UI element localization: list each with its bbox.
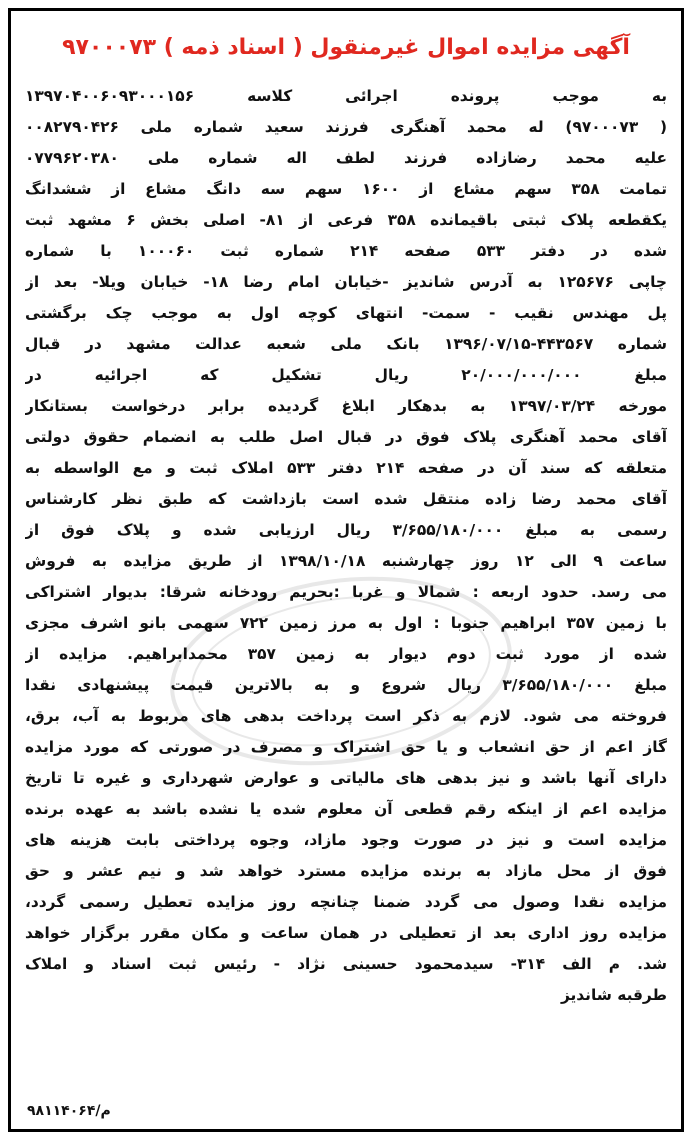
notice-line: مورخه ۱۳۹۷/۰۳/۲۴ به بدهکار ابلاغ گردیده برابر درخواست بستانکار <box>25 397 667 415</box>
notice-line: مزایده است و نیز در صورت وجود مازاد، وجوه پرداختی بابت هزینه های <box>25 831 667 849</box>
notice-line: آقای محمد رضا زاده منتقل شده است بازداشت که طبق نظر کارشناس <box>25 490 667 508</box>
notice-line: مزایده اعم از اینکه رقم قطعی آن معلوم شده یا نشده باشد به عهده برنده <box>25 800 667 818</box>
notice-line: شد. م الف ۳۱۴- سیدمحمود حسینی نژاد - رئیس ثبت اسناد و املاک <box>25 955 667 973</box>
notice-line: ( ۹۷۰۰۰۷۳) له محمد آهنگری فرزند سعید شماره ملی ۰۰۸۲۷۹۰۴۲۶ <box>25 118 667 136</box>
notice-body <box>25 81 667 1011</box>
notice-line: فروخته می شود. لازم به ذکر است پرداخت بدهی های مربوط به آب، برق، <box>25 707 667 725</box>
notice-line: دارای آنها باشد و نیز بدهی های مالیاتی و عوارض شهرداری و غیره تا تاریخ <box>25 769 667 787</box>
notice-line: شده از مورد ثبت دوم دیوار به زمین ۳۵۷ محمدابراهیم. مزایده از <box>25 645 667 663</box>
notice-line: با زمین ۳۵۷ ابراهیم جنوبا : اول به مرز زمین ۷۲۲ سهمی بانو اشرف مجزی <box>25 614 667 632</box>
notice-line: می رسد. حدود اربعه : شمالا و غربا :بحریم رودخانه شرقا: بدیوار اشتراکی <box>25 583 667 601</box>
notice-line: رسمی به مبلغ ۳/۶۵۵/۱۸۰/۰۰۰ ریال ارزیابی شده و پلاک فوق از <box>25 521 667 539</box>
notice-line: تمامت ۳۵۸ سهم مشاع از ۱۶۰۰ سهم سه دانگ مشاع از ششدانگ <box>25 180 667 198</box>
notice-title: آگهی مزایده اموال غیرمنقول ( اسناد ذمه ) ۹۷۰۰۰۷۳ <box>62 35 630 60</box>
notice-line: ساعت ۹ الی ۱۲ روز چهارشنبه ۱۳۹۸/۱۰/۱۸ از طریق مزایده به فروش <box>25 552 667 570</box>
notice-line: مبلغ ۳/۶۵۵/۱۸۰/۰۰۰ ریال شروع و به بالاترین قیمت پیشنهادی نقدا <box>25 676 667 694</box>
notice-frame <box>8 8 684 1132</box>
notice-line: علیه محمد رضازاده فرزند لطف اله شماره ملی ۰۷۷۹۶۲۰۳۸۰ <box>25 149 667 167</box>
notice-line: به موجب پرونده اجرائی کلاسه ۱۳۹۷۰۴۰۰۶۰۹۳۰۰۰۱۵۶ <box>25 87 667 105</box>
notice-code: م/۹۸۱۱۴۰۶۴ <box>27 1103 111 1119</box>
notice-line: متعلقه که سند آن در صفحه ۲۱۴ دفتر ۵۳۳ املاک ثبت و مع الواسطه به <box>25 459 667 477</box>
notice-line: یکقطعه پلاک ثبتی باقیمانده ۳۵۸ فرعی از ۸۱- اصلی بخش ۶ مشهد ثبت <box>25 211 667 229</box>
notice-line: فوق از محل مازاد به برنده مزایده مسترد خواهد شد و نیم عشر و حق <box>25 862 667 880</box>
notice-line: مبلغ ۲۰/۰۰۰/۰۰۰/۰۰۰ ریال تشکیل که اجرائیه در <box>25 366 667 384</box>
notice-line: شماره ۴۴۳۵۶۷-۱۳۹۶/۰۷/۱۵ بانک ملی شعبه عدالت مشهد در قبال <box>25 335 667 353</box>
notice-line: پل مهندس نقیب - سمت- انتهای کوچه اول به موجب چک برگشتی <box>25 304 667 322</box>
notice-line: شده در دفتر ۵۳۳ صفحه ۲۱۴ شماره ثبت ۱۰۰۰۶۰ با شماره <box>25 242 667 260</box>
notice-line: گاز اعم از حق انشعاب و یا حق اشتراک و مصرف در صورتی که مورد مزایده <box>25 738 667 756</box>
notice-line: چاپی ۱۲۵۶۷۶ به آدرس شاندیز -خیابان امام رضا ۱۸- خیابان ویلا- بعد از <box>25 273 667 291</box>
notice-line: مزایده نقدا وصول می گردد ضمنا چنانچه روز مزایده تعطیل رسمی گردد، <box>25 893 667 911</box>
notice-line: آقای محمد آهنگری پلاک فوق در قبال اصل طلب به انضمام حقوق دولتی <box>25 428 667 446</box>
notice-line: مزایده روز اداری بعد از تعطیلی در همان ساعت و مکان مقرر برگزار خواهد <box>25 924 667 942</box>
notice-line: طرقبه شاندیز <box>560 986 667 1004</box>
